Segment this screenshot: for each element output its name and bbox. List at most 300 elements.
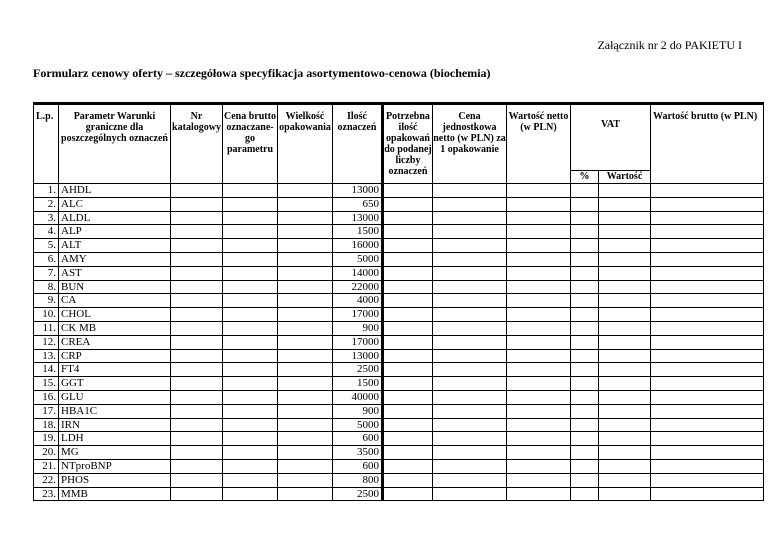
row-vat-pct[interactable] bbox=[571, 321, 599, 335]
row-potrzebna[interactable] bbox=[383, 446, 433, 460]
row-wartosc-brutto[interactable] bbox=[651, 363, 764, 377]
row-lp: 13. bbox=[34, 349, 59, 363]
row-vat-pct[interactable] bbox=[571, 225, 599, 239]
row-ilosc: 13000 bbox=[333, 349, 383, 363]
row-nr-katalogowy[interactable] bbox=[171, 335, 223, 349]
row-vat-pct[interactable] bbox=[571, 446, 599, 460]
row-param: IRN bbox=[59, 418, 171, 432]
row-param: ALP bbox=[59, 225, 171, 239]
row-nr-katalogowy[interactable] bbox=[171, 377, 223, 391]
table-row bbox=[34, 252, 764, 266]
row-wartosc-netto[interactable] bbox=[507, 197, 571, 211]
row-wartosc-brutto[interactable] bbox=[651, 294, 764, 308]
row-wielkosc[interactable] bbox=[278, 308, 333, 322]
row-wielkosc[interactable] bbox=[278, 335, 333, 349]
row-param: CA bbox=[59, 294, 171, 308]
row-vat-wartosc[interactable] bbox=[599, 349, 651, 363]
row-nr-katalogowy[interactable] bbox=[171, 211, 223, 225]
row-cena-jedn[interactable] bbox=[433, 184, 507, 198]
row-vat-pct[interactable] bbox=[571, 349, 599, 363]
row-potrzebna[interactable] bbox=[383, 266, 433, 280]
row-potrzebna[interactable] bbox=[383, 487, 433, 501]
row-ilosc: 14000 bbox=[333, 266, 383, 280]
table-row bbox=[34, 211, 764, 225]
row-wartosc-netto[interactable] bbox=[507, 349, 571, 363]
row-wielkosc[interactable] bbox=[278, 197, 333, 211]
row-wielkosc[interactable] bbox=[278, 225, 333, 239]
row-vat-pct[interactable] bbox=[571, 487, 599, 501]
row-cena-brutto[interactable] bbox=[223, 446, 278, 460]
row-wartosc-netto[interactable] bbox=[507, 446, 571, 460]
row-nr-katalogowy[interactable] bbox=[171, 418, 223, 432]
row-vat-pct[interactable] bbox=[571, 363, 599, 377]
row-potrzebna[interactable] bbox=[383, 197, 433, 211]
row-ilosc: 900 bbox=[333, 404, 383, 418]
row-vat-wartosc[interactable] bbox=[599, 197, 651, 211]
row-param: NTproBNP bbox=[59, 459, 171, 473]
row-nr-katalogowy[interactable] bbox=[171, 252, 223, 266]
row-wartosc-brutto[interactable] bbox=[651, 459, 764, 473]
row-ilosc: 17000 bbox=[333, 308, 383, 322]
row-vat-wartosc[interactable] bbox=[599, 404, 651, 418]
header-vat-percent: % bbox=[571, 171, 599, 184]
row-potrzebna[interactable] bbox=[383, 432, 433, 446]
row-cena-jedn[interactable] bbox=[433, 211, 507, 225]
row-cena-brutto[interactable] bbox=[223, 487, 278, 501]
row-ilosc: 2500 bbox=[333, 487, 383, 501]
row-vat-pct[interactable] bbox=[571, 197, 599, 211]
row-wartosc-netto[interactable] bbox=[507, 390, 571, 404]
row-vat-pct[interactable] bbox=[571, 473, 599, 487]
table-row bbox=[34, 418, 764, 432]
row-wartosc-netto[interactable] bbox=[507, 266, 571, 280]
row-param: HBA1C bbox=[59, 404, 171, 418]
row-lp: 18. bbox=[34, 418, 59, 432]
row-wartosc-netto[interactable] bbox=[507, 418, 571, 432]
row-wartosc-brutto[interactable] bbox=[651, 280, 764, 294]
row-wartosc-brutto[interactable] bbox=[651, 211, 764, 225]
row-vat-wartosc[interactable] bbox=[599, 377, 651, 391]
row-wartosc-netto[interactable] bbox=[507, 321, 571, 335]
row-vat-pct[interactable] bbox=[571, 377, 599, 391]
row-potrzebna[interactable] bbox=[383, 377, 433, 391]
row-lp: 2. bbox=[34, 197, 59, 211]
row-wielkosc[interactable] bbox=[278, 487, 333, 501]
row-lp: 9. bbox=[34, 294, 59, 308]
row-vat-pct[interactable] bbox=[571, 390, 599, 404]
row-wielkosc[interactable] bbox=[278, 239, 333, 253]
row-wielkosc[interactable] bbox=[278, 459, 333, 473]
row-vat-wartosc[interactable] bbox=[599, 294, 651, 308]
row-nr-katalogowy[interactable] bbox=[171, 184, 223, 198]
table-row bbox=[34, 459, 764, 473]
row-vat-wartosc[interactable] bbox=[599, 335, 651, 349]
row-potrzebna[interactable] bbox=[383, 321, 433, 335]
row-wartosc-netto[interactable] bbox=[507, 252, 571, 266]
row-vat-pct[interactable] bbox=[571, 252, 599, 266]
row-vat-wartosc[interactable] bbox=[599, 473, 651, 487]
table-row bbox=[34, 487, 764, 501]
row-cena-brutto[interactable] bbox=[223, 294, 278, 308]
row-lp: 17. bbox=[34, 404, 59, 418]
table-row bbox=[34, 197, 764, 211]
row-wartosc-netto[interactable] bbox=[507, 280, 571, 294]
table-row bbox=[34, 446, 764, 460]
row-vat-wartosc[interactable] bbox=[599, 321, 651, 335]
row-nr-katalogowy[interactable] bbox=[171, 432, 223, 446]
row-vat-wartosc[interactable] bbox=[599, 363, 651, 377]
row-cena-jedn[interactable] bbox=[433, 266, 507, 280]
row-wartosc-netto[interactable] bbox=[507, 335, 571, 349]
row-vat-wartosc[interactable] bbox=[599, 225, 651, 239]
table-row bbox=[34, 280, 764, 294]
row-nr-katalogowy[interactable] bbox=[171, 197, 223, 211]
row-wartosc-brutto[interactable] bbox=[651, 446, 764, 460]
price-table-wrapper bbox=[33, 102, 763, 500]
row-cena-jedn[interactable] bbox=[433, 239, 507, 253]
row-wartosc-brutto[interactable] bbox=[651, 432, 764, 446]
row-vat-wartosc[interactable] bbox=[599, 487, 651, 501]
row-param: AMY bbox=[59, 252, 171, 266]
row-vat-pct[interactable] bbox=[571, 239, 599, 253]
row-nr-katalogowy[interactable] bbox=[171, 266, 223, 280]
row-cena-jedn[interactable] bbox=[433, 363, 507, 377]
row-ilosc: 5000 bbox=[333, 418, 383, 432]
row-cena-brutto[interactable] bbox=[223, 252, 278, 266]
row-wartosc-netto[interactable] bbox=[507, 363, 571, 377]
row-ilosc: 600 bbox=[333, 459, 383, 473]
row-param: BUN bbox=[59, 280, 171, 294]
row-wielkosc[interactable] bbox=[278, 446, 333, 460]
row-cena-jedn[interactable] bbox=[433, 349, 507, 363]
row-potrzebna[interactable] bbox=[383, 308, 433, 322]
row-cena-jedn[interactable] bbox=[433, 459, 507, 473]
row-wartosc-brutto[interactable] bbox=[651, 308, 764, 322]
row-wielkosc[interactable] bbox=[278, 321, 333, 335]
row-wartosc-brutto[interactable] bbox=[651, 321, 764, 335]
table-row bbox=[34, 294, 764, 308]
row-cena-brutto[interactable] bbox=[223, 335, 278, 349]
row-potrzebna[interactable] bbox=[383, 418, 433, 432]
row-param: ALC bbox=[59, 197, 171, 211]
table-row bbox=[34, 184, 764, 198]
row-nr-katalogowy[interactable] bbox=[171, 459, 223, 473]
row-vat-wartosc[interactable] bbox=[599, 459, 651, 473]
row-cena-jedn[interactable] bbox=[433, 225, 507, 239]
row-wielkosc[interactable] bbox=[278, 349, 333, 363]
row-wartosc-brutto[interactable] bbox=[651, 418, 764, 432]
row-vat-pct[interactable] bbox=[571, 418, 599, 432]
row-potrzebna[interactable] bbox=[383, 280, 433, 294]
row-cena-jedn[interactable] bbox=[433, 321, 507, 335]
row-nr-katalogowy[interactable] bbox=[171, 294, 223, 308]
row-wartosc-netto[interactable] bbox=[507, 487, 571, 501]
row-cena-jedn[interactable] bbox=[433, 197, 507, 211]
row-vat-wartosc[interactable] bbox=[599, 418, 651, 432]
header-wartosc-netto: Wartość netto (w PLN) bbox=[507, 104, 571, 184]
row-vat-pct[interactable] bbox=[571, 308, 599, 322]
row-wielkosc[interactable] bbox=[278, 266, 333, 280]
row-vat-wartosc[interactable] bbox=[599, 308, 651, 322]
row-wartosc-netto[interactable] bbox=[507, 184, 571, 198]
row-param: CHOL bbox=[59, 308, 171, 322]
header-potrzebna-ilosc: Potrzebna ilość opakowań do podanej liczby oznaczeń bbox=[383, 104, 433, 184]
row-vat-wartosc[interactable] bbox=[599, 280, 651, 294]
row-wielkosc[interactable] bbox=[278, 404, 333, 418]
table-row bbox=[34, 390, 764, 404]
header-ilosc-oznaczen: Ilość oznaczeń bbox=[333, 104, 383, 184]
row-nr-katalogowy[interactable] bbox=[171, 390, 223, 404]
table-row bbox=[34, 225, 764, 239]
row-wartosc-netto[interactable] bbox=[507, 294, 571, 308]
row-potrzebna[interactable] bbox=[383, 459, 433, 473]
row-wielkosc[interactable] bbox=[278, 473, 333, 487]
row-cena-jedn[interactable] bbox=[433, 308, 507, 322]
row-wielkosc[interactable] bbox=[278, 432, 333, 446]
row-wielkosc[interactable] bbox=[278, 418, 333, 432]
row-vat-pct[interactable] bbox=[571, 432, 599, 446]
row-wartosc-brutto[interactable] bbox=[651, 197, 764, 211]
header-wartosc-brutto: Wartość brutto (w PLN) bbox=[651, 104, 764, 184]
row-cena-brutto[interactable] bbox=[223, 239, 278, 253]
row-cena-brutto[interactable] bbox=[223, 459, 278, 473]
row-ilosc: 16000 bbox=[333, 239, 383, 253]
header-cena-jednostkowa: Cena jednostkowa netto (w PLN) za 1 opakowanie bbox=[433, 104, 507, 184]
row-cena-brutto[interactable] bbox=[223, 377, 278, 391]
table-row bbox=[34, 377, 764, 391]
row-wielkosc[interactable] bbox=[278, 280, 333, 294]
row-potrzebna[interactable] bbox=[383, 225, 433, 239]
row-cena-jedn[interactable] bbox=[433, 418, 507, 432]
row-cena-brutto[interactable] bbox=[223, 363, 278, 377]
row-cena-jedn[interactable] bbox=[433, 280, 507, 294]
row-cena-jedn[interactable] bbox=[433, 377, 507, 391]
row-cena-brutto[interactable] bbox=[223, 349, 278, 363]
row-cena-jedn[interactable] bbox=[433, 390, 507, 404]
row-ilosc: 13000 bbox=[333, 211, 383, 225]
row-lp: 11. bbox=[34, 321, 59, 335]
header-cena-brutto: Cena brutto oznaczane-go parametru bbox=[223, 104, 278, 184]
row-potrzebna[interactable] bbox=[383, 239, 433, 253]
row-wartosc-brutto[interactable] bbox=[651, 349, 764, 363]
row-vat-wartosc[interactable] bbox=[599, 184, 651, 198]
row-wartosc-brutto[interactable] bbox=[651, 252, 764, 266]
row-vat-pct[interactable] bbox=[571, 335, 599, 349]
row-wartosc-netto[interactable] bbox=[507, 211, 571, 225]
row-cena-jedn[interactable] bbox=[433, 335, 507, 349]
row-vat-pct[interactable] bbox=[571, 294, 599, 308]
row-wartosc-brutto[interactable] bbox=[651, 225, 764, 239]
row-cena-jedn[interactable] bbox=[433, 432, 507, 446]
table-row bbox=[34, 321, 764, 335]
row-cena-brutto[interactable] bbox=[223, 390, 278, 404]
row-potrzebna[interactable] bbox=[383, 404, 433, 418]
row-ilosc: 2500 bbox=[333, 363, 383, 377]
row-wartosc-netto[interactable] bbox=[507, 239, 571, 253]
row-lp: 10. bbox=[34, 308, 59, 322]
row-lp: 23. bbox=[34, 487, 59, 501]
row-potrzebna[interactable] bbox=[383, 390, 433, 404]
row-wielkosc[interactable] bbox=[278, 363, 333, 377]
row-lp: 5. bbox=[34, 239, 59, 253]
row-nr-katalogowy[interactable] bbox=[171, 239, 223, 253]
row-vat-pct[interactable] bbox=[571, 211, 599, 225]
row-wartosc-brutto[interactable] bbox=[651, 473, 764, 487]
row-param: ALT bbox=[59, 239, 171, 253]
row-ilosc: 650 bbox=[333, 197, 383, 211]
row-vat-pct[interactable] bbox=[571, 266, 599, 280]
row-param: LDH bbox=[59, 432, 171, 446]
row-nr-katalogowy[interactable] bbox=[171, 487, 223, 501]
row-cena-jedn[interactable] bbox=[433, 487, 507, 501]
row-lp: 19. bbox=[34, 432, 59, 446]
row-wartosc-brutto[interactable] bbox=[651, 184, 764, 198]
row-wielkosc[interactable] bbox=[278, 377, 333, 391]
row-param: ALDL bbox=[59, 211, 171, 225]
header-param: Parametr Warunki graniczne dla poszczególnych oznaczeń bbox=[59, 104, 171, 184]
row-wartosc-brutto[interactable] bbox=[651, 487, 764, 501]
row-ilosc: 4000 bbox=[333, 294, 383, 308]
row-cena-jedn[interactable] bbox=[433, 252, 507, 266]
row-wartosc-netto[interactable] bbox=[507, 432, 571, 446]
row-nr-katalogowy[interactable] bbox=[171, 404, 223, 418]
row-vat-pct[interactable] bbox=[571, 184, 599, 198]
row-wartosc-brutto[interactable] bbox=[651, 335, 764, 349]
row-nr-katalogowy[interactable] bbox=[171, 349, 223, 363]
table-row bbox=[34, 239, 764, 253]
row-vat-pct[interactable] bbox=[571, 404, 599, 418]
row-cena-brutto[interactable] bbox=[223, 184, 278, 198]
row-cena-brutto[interactable] bbox=[223, 321, 278, 335]
row-cena-jedn[interactable] bbox=[433, 404, 507, 418]
row-lp: 12. bbox=[34, 335, 59, 349]
row-potrzebna[interactable] bbox=[383, 252, 433, 266]
table-row bbox=[34, 349, 764, 363]
row-wartosc-netto[interactable] bbox=[507, 377, 571, 391]
row-potrzebna[interactable] bbox=[383, 363, 433, 377]
row-cena-brutto[interactable] bbox=[223, 266, 278, 280]
row-lp: 1. bbox=[34, 184, 59, 198]
row-param: CREA bbox=[59, 335, 171, 349]
row-cena-brutto[interactable] bbox=[223, 404, 278, 418]
row-potrzebna[interactable] bbox=[383, 473, 433, 487]
annex-label: Załącznik nr 2 do PAKIETU I bbox=[597, 38, 742, 52]
row-wielkosc[interactable] bbox=[278, 211, 333, 225]
row-potrzebna[interactable] bbox=[383, 294, 433, 308]
row-ilosc: 17000 bbox=[333, 335, 383, 349]
row-param: MG bbox=[59, 446, 171, 460]
row-wartosc-netto[interactable] bbox=[507, 459, 571, 473]
row-potrzebna[interactable] bbox=[383, 335, 433, 349]
row-ilosc: 22000 bbox=[333, 280, 383, 294]
row-lp: 16. bbox=[34, 390, 59, 404]
row-cena-brutto[interactable] bbox=[223, 211, 278, 225]
table-row bbox=[34, 473, 764, 487]
row-lp: 15. bbox=[34, 377, 59, 391]
table-row bbox=[34, 335, 764, 349]
row-cena-brutto[interactable] bbox=[223, 225, 278, 239]
row-vat-wartosc[interactable] bbox=[599, 239, 651, 253]
row-param: GGT bbox=[59, 377, 171, 391]
row-nr-katalogowy[interactable] bbox=[171, 363, 223, 377]
row-wielkosc[interactable] bbox=[278, 390, 333, 404]
row-vat-pct[interactable] bbox=[571, 280, 599, 294]
row-ilosc: 5000 bbox=[333, 252, 383, 266]
row-ilosc: 1500 bbox=[333, 377, 383, 391]
row-wielkosc[interactable] bbox=[278, 184, 333, 198]
header-vat-wartosc: Wartość bbox=[599, 171, 651, 184]
price-table bbox=[33, 102, 764, 501]
row-wartosc-brutto[interactable] bbox=[651, 239, 764, 253]
row-lp: 20. bbox=[34, 446, 59, 460]
row-ilosc: 3500 bbox=[333, 446, 383, 460]
row-vat-wartosc[interactable] bbox=[599, 266, 651, 280]
row-param: PHOS bbox=[59, 473, 171, 487]
row-vat-wartosc[interactable] bbox=[599, 252, 651, 266]
row-nr-katalogowy[interactable] bbox=[171, 321, 223, 335]
row-potrzebna[interactable] bbox=[383, 211, 433, 225]
row-vat-pct[interactable] bbox=[571, 459, 599, 473]
row-cena-jedn[interactable] bbox=[433, 473, 507, 487]
row-param: GLU bbox=[59, 390, 171, 404]
row-wartosc-brutto[interactable] bbox=[651, 390, 764, 404]
row-nr-katalogowy[interactable] bbox=[171, 225, 223, 239]
row-cena-brutto[interactable] bbox=[223, 473, 278, 487]
row-cena-brutto[interactable] bbox=[223, 432, 278, 446]
row-cena-brutto[interactable] bbox=[223, 308, 278, 322]
row-wartosc-netto[interactable] bbox=[507, 473, 571, 487]
row-param: CRP bbox=[59, 349, 171, 363]
row-vat-wartosc[interactable] bbox=[599, 446, 651, 460]
row-potrzebna[interactable] bbox=[383, 184, 433, 198]
row-cena-jedn[interactable] bbox=[433, 446, 507, 460]
row-param: AHDL bbox=[59, 184, 171, 198]
row-wartosc-brutto[interactable] bbox=[651, 377, 764, 391]
form-title: Formularz cenowy oferty – szczegółowa specyfikacja asortymentowo-cenowa (biochemia) bbox=[33, 66, 491, 80]
row-wielkosc[interactable] bbox=[278, 252, 333, 266]
row-vat-wartosc[interactable] bbox=[599, 390, 651, 404]
row-wartosc-netto[interactable] bbox=[507, 308, 571, 322]
header-vat: VAT bbox=[571, 104, 651, 171]
row-potrzebna[interactable] bbox=[383, 349, 433, 363]
row-lp: 21. bbox=[34, 459, 59, 473]
row-nr-katalogowy[interactable] bbox=[171, 446, 223, 460]
row-nr-katalogowy[interactable] bbox=[171, 473, 223, 487]
row-wartosc-brutto[interactable] bbox=[651, 266, 764, 280]
row-wartosc-netto[interactable] bbox=[507, 404, 571, 418]
row-ilosc: 600 bbox=[333, 432, 383, 446]
row-lp: 6. bbox=[34, 252, 59, 266]
row-cena-brutto[interactable] bbox=[223, 418, 278, 432]
row-lp: 7. bbox=[34, 266, 59, 280]
row-cena-jedn[interactable] bbox=[433, 294, 507, 308]
row-ilosc: 900 bbox=[333, 321, 383, 335]
row-param: AST bbox=[59, 266, 171, 280]
row-lp: 8. bbox=[34, 280, 59, 294]
row-vat-wartosc[interactable] bbox=[599, 211, 651, 225]
header-wielkosc-opakowania: Wielkość opakowania bbox=[278, 104, 333, 184]
row-wartosc-netto[interactable] bbox=[507, 225, 571, 239]
row-vat-wartosc[interactable] bbox=[599, 432, 651, 446]
row-wielkosc[interactable] bbox=[278, 294, 333, 308]
table-row bbox=[34, 432, 764, 446]
row-lp: 3. bbox=[34, 211, 59, 225]
row-cena-brutto[interactable] bbox=[223, 197, 278, 211]
row-nr-katalogowy[interactable] bbox=[171, 308, 223, 322]
row-nr-katalogowy[interactable] bbox=[171, 280, 223, 294]
row-wartosc-brutto[interactable] bbox=[651, 404, 764, 418]
row-cena-brutto[interactable] bbox=[223, 280, 278, 294]
